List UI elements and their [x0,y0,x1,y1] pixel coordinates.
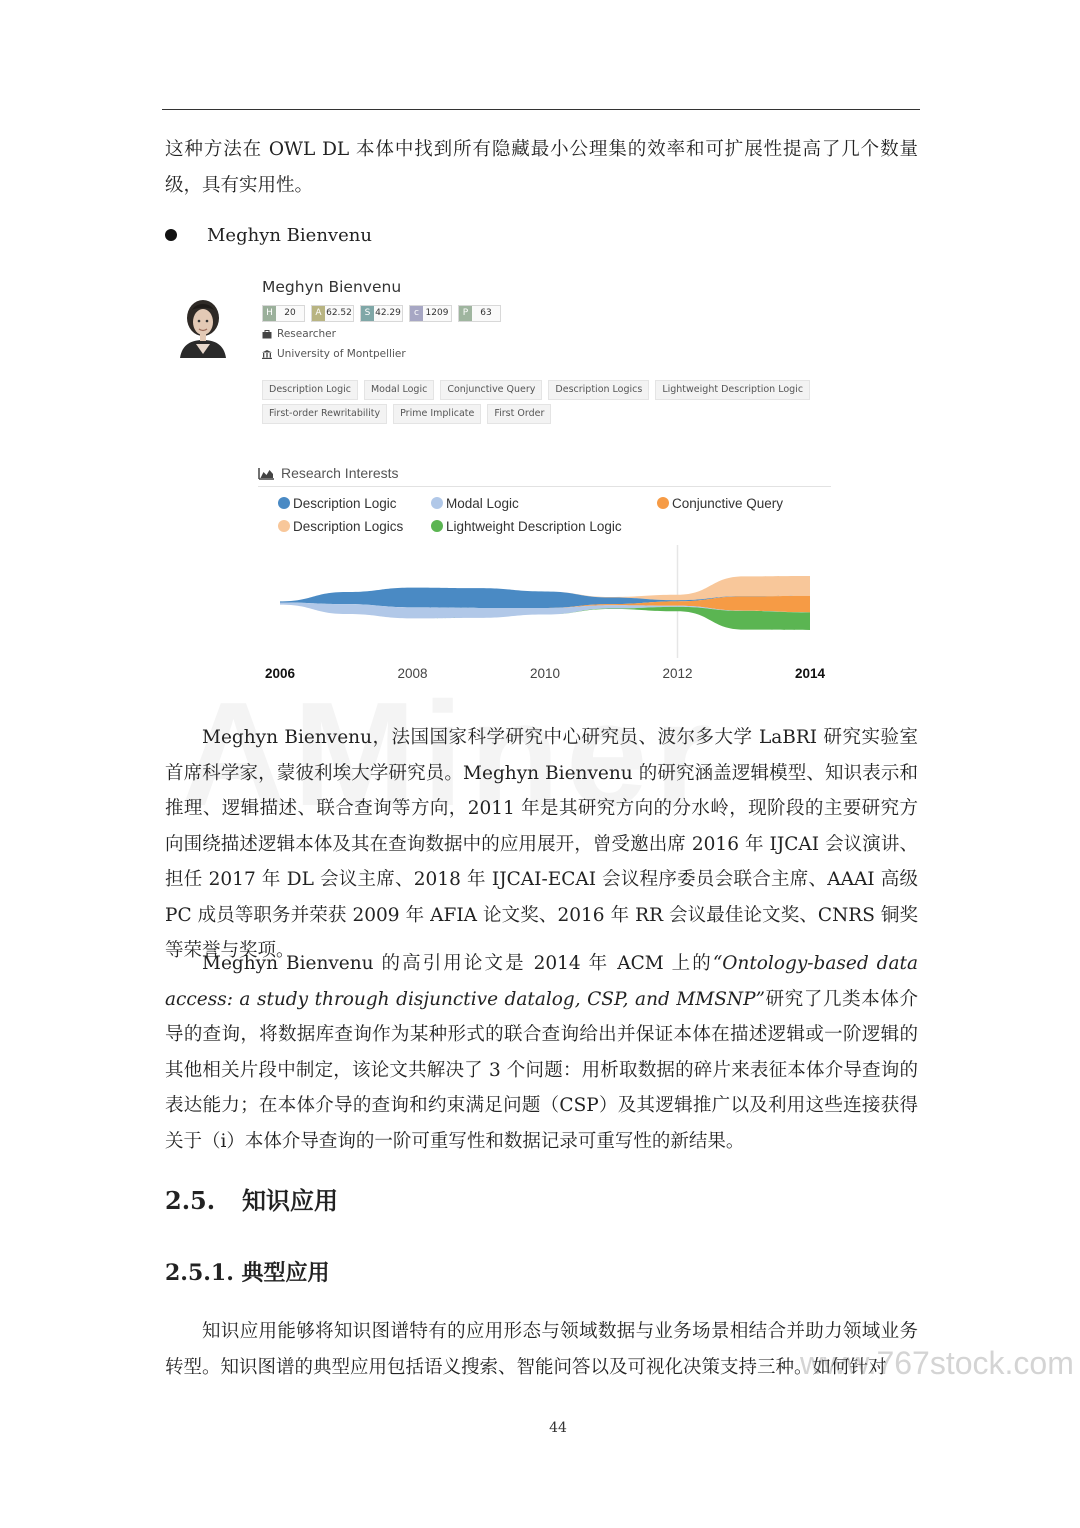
watermark-site: www.767stock.com [800,1345,1074,1381]
section-title: 知识应用 [242,1186,338,1215]
paragraph-applications: 知识应用能够将知识图谱特有的应用形态与领域数据与业务场景相结合并助力领域业务转型。知识图谱的典型应用包括语义搜索、智能问答以及可视化决策支持三种。如何针对 [165,1321,918,1378]
metric-badge-c [409,305,452,322]
profile-org-row [262,344,922,364]
x-tick-label: 2008 [397,666,428,681]
research-tag[interactable]: Prime Implicate [393,404,481,424]
metric-value: 62.52 [325,306,353,321]
metric-value: 1209 [423,306,451,321]
paper-summary: 研究了几类本体介导的查询，将数据库查询作为某种形式的联合查询给出并保证本体在描述逻辑或一阶逻辑的其他相关片段中制定，该论文共解决了 3 个问题：用析取数据的碎片来表征本体介导查询的表达能力；在本体介导的查询和约束满足问题（CSP）及其逻辑推广以及利用这些连接获得关于（i）本体介导查询的一阶可重写性和数据记录可重写性的新结果。 [165,988,918,1152]
paper-intro: Meghyn Bienvenu 的高引用论文是 2014 年 ACM 上的 [202,953,713,974]
x-tick-label: 2014 [794,666,826,681]
subsection-heading: 2.5.1. 典型应用 [165,1260,330,1286]
legend-item[interactable] [657,493,783,513]
legend-swatch [278,520,290,532]
research-tag[interactable]: Modal Logic [364,380,434,400]
briefcase-icon [262,330,272,339]
research-tag[interactable]: Description Logics [548,380,649,400]
metric-key: c [410,306,423,321]
legend-item[interactable] [278,516,403,536]
research-tag[interactable]: First-order Rewritability [262,404,387,424]
legend-swatch [431,497,443,509]
metric-badge-s [360,305,403,322]
research-interests-title: Research Interests [281,465,399,481]
legend-item[interactable] [278,493,397,513]
research-interests-rule [258,486,831,487]
legend-label: Description Logics [293,518,404,534]
research-tag[interactable]: First Order [487,404,551,424]
metric-badge-a [311,305,354,322]
institution-icon [262,350,272,359]
metric-key: P [459,306,472,321]
section-heading [165,1183,338,1219]
profile-role: Researcher [277,328,336,340]
research-tag[interactable]: Lightweight Description Logic [655,380,810,400]
legend-swatch [278,497,290,509]
paragraph-paper [165,946,918,1159]
paragraph-bio: Meghyn Bienvenu，法国国家科学研究中心研究员、波尔多大学 LaBRI 研究实验室首席科学家，蒙彼利埃大学研究员。Meghyn Bienvenu 的研究涵盖逻辑模型、知识表示和推理、逻辑描述、联合查询等方向，2011 年是其研究方向的分水岭，现阶段的主要研究方向围绕描述逻辑本体及其在查询数据中的应用展开，曾受邀出席 2016 年 IJCAI 会议演讲、担任 2017 年 DL 会议主席、2018 年 IJCAI-ECAI 会议程序委员会联合主席、AAAI 高级 PC 成员等职务并荣获 2009 年 AFIA 论文奖、2016 年 RR 会议最佳论文奖、CNRS 铜奖等荣誉与奖项。 [165,727,918,961]
legend-swatch [657,497,669,509]
x-tick-label: 2010 [529,666,561,681]
legend-label: Modal Logic [446,495,519,511]
x-tick-label: 2006 [264,666,296,681]
bullet-name: Meghyn Bienvenu [207,224,372,246]
metric-key: S [361,306,374,321]
bullet-item [165,222,372,248]
section-number: 2.5. [165,1186,216,1215]
research-streamgraph [250,540,840,690]
research-tag[interactable]: Conjunctive Query [440,380,542,400]
profile-org: University of Montpellier [277,348,406,360]
legend-label: Conjunctive Query [672,495,784,511]
legend-swatch [431,520,443,532]
metric-key: H [263,306,276,321]
paper-title: “Ontology-based data access: a study through disjunctive datalog, CSP, and MMSNP” [165,953,918,1010]
avatar [170,294,236,358]
metric-badge-p [458,305,501,322]
metric-value: 42.29 [374,306,402,321]
header-rule [162,109,920,110]
area-chart-icon [258,467,275,480]
metric-key: A [312,306,325,321]
x-tick-label: 2012 [662,666,693,681]
metric-badge-h [262,305,305,322]
page-number: 44 [549,1420,567,1436]
legend-item[interactable] [431,493,519,513]
research-tag[interactable]: Description Logic [262,380,358,400]
paragraph-top: 这种方法在 OWL DL 本体中找到所有隐藏最小公理集的效率和可扩展性提高了几个数量级，具有实用性。 [165,139,918,196]
profile-role-row [262,324,922,344]
profile-name: Meghyn Bienvenu [262,278,402,296]
metric-value: 20 [276,306,304,321]
legend-label: Description Logic [293,495,397,511]
bullet-dot-icon [165,229,177,241]
research-interests-header [258,463,399,483]
profile-card [262,276,922,364]
metric-badges [262,305,922,322]
research-tags [262,380,922,428]
legend-item[interactable] [431,516,622,536]
metric-value: 63 [472,306,500,321]
legend-label: Lightweight Description Logic [446,518,622,534]
